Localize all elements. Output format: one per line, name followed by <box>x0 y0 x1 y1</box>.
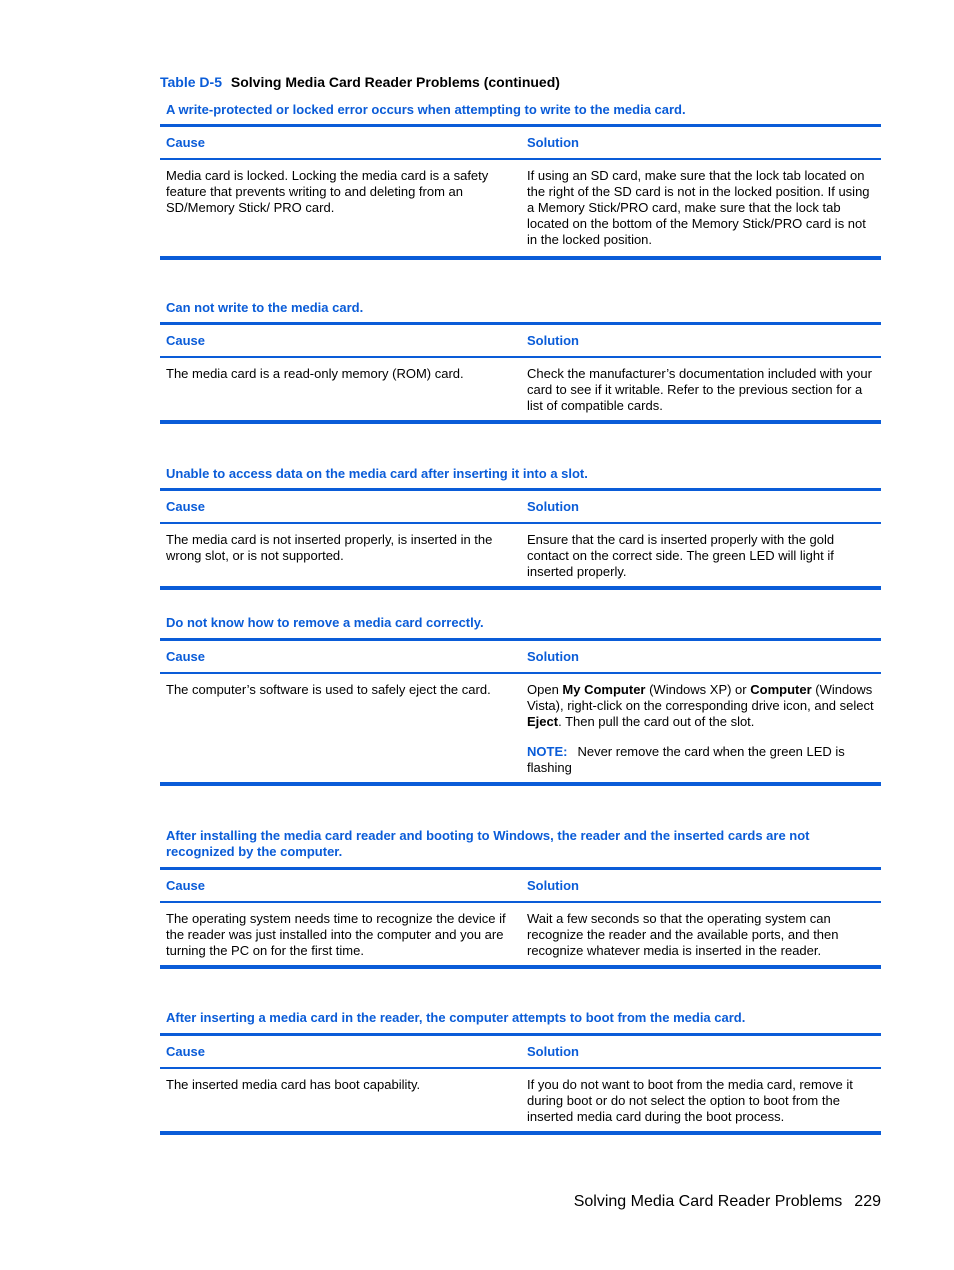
cause-cell: Media card is locked. Locking the media card is a safety feature that prevents writing to and deleting from an SD/Memory Stick/ PRO card. <box>160 159 521 258</box>
table-row <box>160 523 881 588</box>
solution-header: Solution <box>521 640 881 674</box>
note <box>527 744 875 776</box>
solution-cell: Ensure that the card is inserted properly with the gold contact on the correct side. The green LED will light if inserted properly. <box>521 523 881 588</box>
solution-cell: Check the manufacturer’s documentation included with your card to see if it writable. Refer to the previous section for a list of compatible cards. <box>521 357 881 422</box>
problem-table <box>160 867 881 969</box>
problem-section <box>160 102 881 260</box>
table-row <box>160 902 881 967</box>
table-row <box>160 673 881 784</box>
problem-title: After installing the media card reader and booting to Windows, the reader and the inserted cards are not recognized by the computer. <box>166 828 810 859</box>
cause-cell: The operating system needs time to recognize the device if the reader was just installed into the computer and you are turning the PC on for the first time. <box>160 902 521 967</box>
cause-header: Cause <box>160 1035 521 1069</box>
problem-table <box>160 1033 881 1135</box>
cause-header: Cause <box>160 126 521 160</box>
table-number: Table D-5 <box>160 74 222 90</box>
eject-term: Eject <box>527 714 559 729</box>
table-row <box>160 357 881 422</box>
table-header-row <box>160 640 881 674</box>
table-header-row <box>160 869 881 903</box>
cause-cell: The computer’s software is used to safely eject the card. <box>160 673 521 784</box>
table-row <box>160 1068 881 1133</box>
page-number: 229 <box>854 1193 881 1210</box>
note-label: NOTE: <box>527 744 568 759</box>
problem-table <box>160 488 881 590</box>
problem-section <box>160 828 881 969</box>
solution-header: Solution <box>521 490 881 524</box>
problem-table <box>160 124 881 260</box>
solution-text-part: (Windows Vista), right-click on the corresponding drive icon, and select <box>527 682 874 713</box>
table-title: Solving Media Card Reader Problems (continued) <box>230 74 560 90</box>
problem-title: Can not write to the media card. <box>166 300 364 315</box>
table-heading <box>160 74 560 90</box>
problem-title: A write-protected or locked error occurs when attempting to write to the media card. <box>166 102 686 117</box>
solution-text-part: . Then pull the card out of the slot. <box>558 714 755 729</box>
cause-header: Cause <box>160 324 521 358</box>
note-text: Never remove the card when the green LED is flashing <box>527 744 845 775</box>
table-header-row <box>160 1035 881 1069</box>
solution-text <box>527 682 875 730</box>
solution-cell: Wait a few seconds so that the operating system can recognize the reader and the available ports, and then recognize whatever media is inserted in the reader. <box>521 902 881 967</box>
solution-text-part: Open <box>527 682 563 697</box>
solution-header: Solution <box>521 126 881 160</box>
cause-header: Cause <box>160 490 521 524</box>
cause-header: Cause <box>160 869 521 903</box>
solution-header: Solution <box>521 324 881 358</box>
problem-title: Do not know how to remove a media card correctly. <box>166 615 484 630</box>
problem-section <box>160 1010 881 1135</box>
table-header-row <box>160 490 881 524</box>
cause-cell: The inserted media card has boot capability. <box>160 1068 521 1133</box>
cause-header: Cause <box>160 640 521 674</box>
footer-section-title: Solving Media Card Reader Problems <box>573 1193 843 1210</box>
table-row <box>160 159 881 258</box>
cause-cell: The media card is not inserted properly, is inserted in the wrong slot, or is not supported. <box>160 523 521 588</box>
problem-table <box>160 322 881 424</box>
problem-section <box>160 466 881 590</box>
page-footer <box>574 1193 881 1211</box>
problem-table <box>160 638 881 786</box>
cause-cell: The media card is a read-only memory (ROM) card. <box>160 357 521 422</box>
my-computer-term: My Computer <box>562 682 646 697</box>
table-header-row <box>160 324 881 358</box>
table-header-row <box>160 126 881 160</box>
problem-title: Unable to access data on the media card after inserting it into a slot. <box>166 466 588 481</box>
solution-cell: If using an SD card, make sure that the lock tab located on the right of the SD card is not in the locked position. If using a Memory Stick/PRO card, make sure that the lock tab located on the bottom of the Memory Stick/PRO card is not in the locked position. <box>521 159 881 258</box>
solution-header: Solution <box>521 1035 881 1069</box>
solution-text-part: (Windows XP) or <box>645 682 751 697</box>
solution-header: Solution <box>521 869 881 903</box>
problem-section <box>160 300 881 424</box>
solution-cell: If you do not want to boot from the media card, remove it during boot or do not select the option to boot from the inserted media card during the boot process. <box>521 1068 881 1133</box>
problem-section <box>160 615 881 786</box>
problem-title: After inserting a media card in the reader, the computer attempts to boot from the media card. <box>166 1010 746 1025</box>
solution-cell <box>521 673 881 784</box>
computer-term: Computer <box>750 682 812 697</box>
